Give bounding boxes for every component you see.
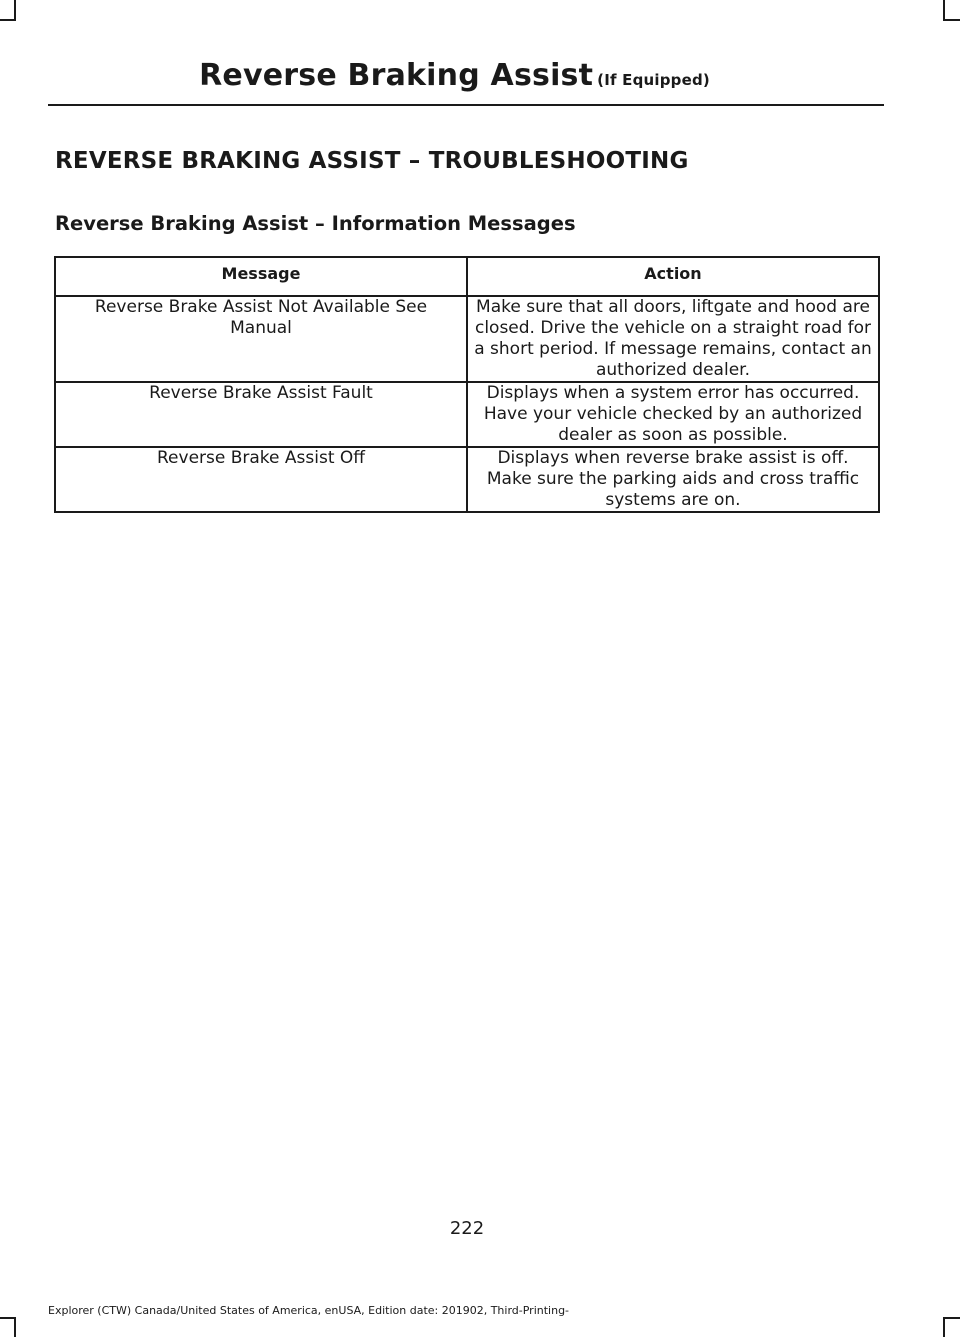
table-row (55, 382, 879, 447)
table-row (55, 447, 879, 512)
crop-mark (943, 19, 960, 21)
crop-mark (0, 1317, 16, 1319)
action-cell: Displays when reverse brake assist is off. Make sure the parking aids and cross traffic systems are on. (467, 447, 879, 512)
page-header-title (199, 58, 710, 93)
action-cell: Displays when a system error has occurred. Have your vehicle checked by an authorized dealer as soon as possible. (467, 382, 879, 447)
message-cell: Reverse Brake Assist Fault (55, 382, 467, 447)
crop-mark (14, 1317, 16, 1337)
crop-mark (943, 1317, 945, 1337)
crop-mark (943, 1317, 960, 1319)
table-header-row (55, 257, 879, 296)
header-divider (48, 104, 884, 106)
table-row (55, 296, 879, 382)
action-cell: Make sure that all doors, liftgate and hood are closed. Drive the vehicle on a straight road for a short period. If message remains, contact an authorized dealer. (467, 296, 879, 382)
edition-footer: Explorer (CTW) Canada/United States of America, enUSA, Edition date: 201902, Third-Printing- (48, 1304, 570, 1317)
column-header-message: Message (55, 257, 467, 296)
section-heading: REVERSE BRAKING ASSIST – TROUBLESHOOTING (55, 148, 689, 174)
information-messages-table (54, 256, 880, 513)
message-cell: Reverse Brake Assist Not Available See Manual (55, 296, 467, 382)
subsection-heading: Reverse Braking Assist – Information Messages (55, 212, 576, 235)
chapter-title: Reverse Braking Assist (199, 58, 594, 93)
crop-mark (943, 0, 945, 20)
page-number: 222 (449, 1218, 485, 1239)
crop-mark (14, 0, 16, 20)
chapter-subtitle: (If Equipped) (597, 71, 710, 89)
message-cell: Reverse Brake Assist Off (55, 447, 467, 512)
column-header-action: Action (467, 257, 879, 296)
crop-mark (0, 19, 16, 21)
